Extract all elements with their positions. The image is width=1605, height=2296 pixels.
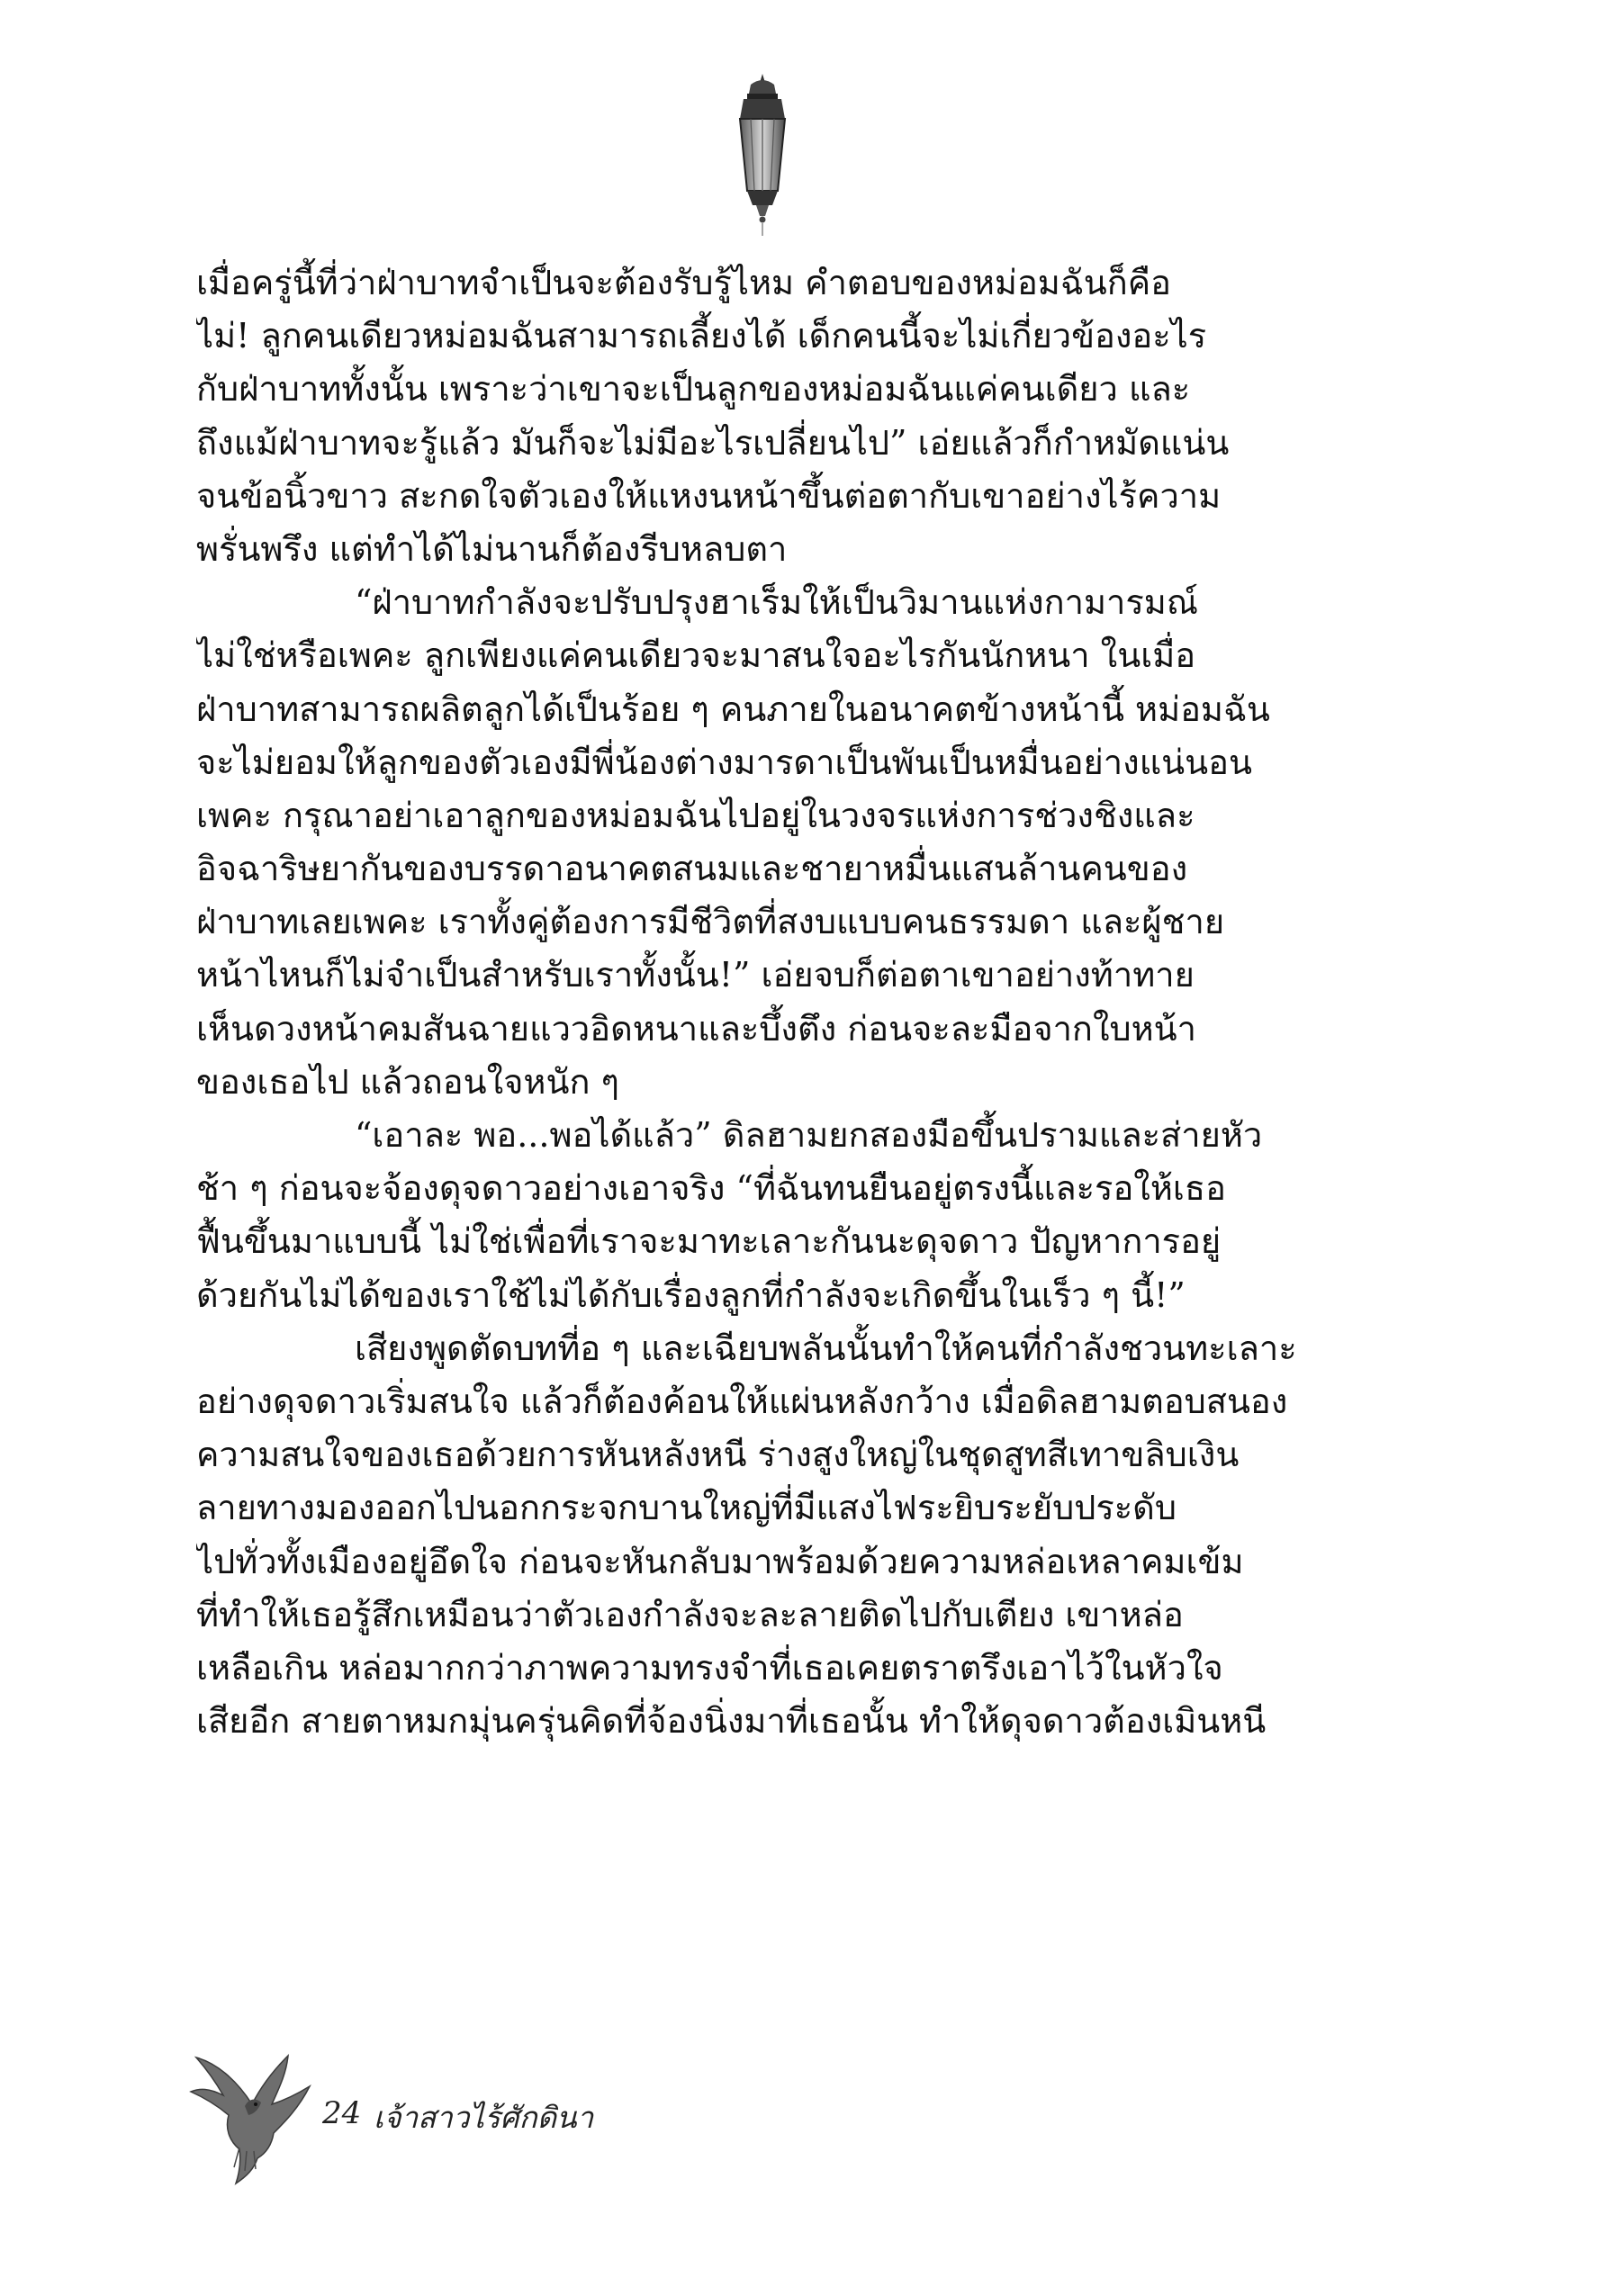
text-line: เห็นดวงหน้าคมสันฉายแววอิดหนาและบึ้งตึง ก่อนจะละมือจากใบหน้า bbox=[196, 1008, 1196, 1049]
text-line: เสียงพูดตัดบทที่อ ๆ และเฉียบพลันนั้นทำให้คนที่กำลังชวนทะเลาะ bbox=[355, 1328, 1297, 1368]
text-line: “ฝ่าบาทกำลังจะปรับปรุงฮาเร็มให้เป็นวิมานแห่งกามารมณ์ bbox=[355, 582, 1199, 623]
eagle-ornament-icon bbox=[189, 2052, 315, 2187]
book-title: เจ้าสาวไร้ศักดินา bbox=[374, 2100, 594, 2135]
text-line: ฟื้นขึ้นมาแบบนี้ ไม่ใช่เพื่อที่เราจะมาทะเลาะกันนะดุจดาว ปัญหาการอยู่ bbox=[196, 1221, 1222, 1262]
body-text bbox=[196, 257, 1332, 1748]
text-line: เมื่อครู่นี้ที่ว่าฝ่าบาทจำเป็นจะต้องรับรู้ไหม คำตอบของหม่อมฉันก็คือ bbox=[196, 263, 1171, 302]
text-line: เหลือเกิน หล่อมากกว่าภาพความทรงจำที่เธอเคยตราตรึงเอาไว้ในหัวใจ bbox=[196, 1647, 1223, 1688]
text-line: ของเธอไป แล้วถอนใจหนัก ๆ bbox=[196, 1061, 619, 1102]
text-line: ไปทั่วทั้งเมืองอยู่อึดใจ ก่อนจะหันกลับมาพร้อมด้วยความหล่อเหลาคมเข้ม bbox=[196, 1541, 1244, 1581]
text-line: “เอาละ พอ...พอได้แล้ว” ดิลฮามยกสองมือขึ้นปรามและส่ายหัว bbox=[355, 1115, 1263, 1155]
text-line: หน้าไหนก็ไม่จำเป็นสำหรับเราทั้งนั้น!” เอ่ยจบก็ต่อตาเขาอย่างท้าทาย bbox=[196, 955, 1195, 995]
text-line: ถึงแม้ฝ่าบาทจะรู้แล้ว มันก็จะไม่มีอะไรเปลี่ยนไป” เอ่ยแล้วก็กำหมัดแน่น bbox=[196, 422, 1230, 463]
text-line: อิจฉาริษยากันของบรรดาอนาคตสนมและชายาหมื่นแสนล้านคนของ bbox=[196, 849, 1188, 889]
text-line: จนข้อนิ้วขาว สะกดใจตัวเองให้แหงนหน้าขึ้นต่อตากับเขาอย่างไร้ความ bbox=[196, 475, 1222, 516]
text-line: อย่างดุจดาวเริ่มสนใจ แล้วก็ต้องค้อนให้แผ่นหลังกว้าง เมื่อดิลฮามตอบสนอง bbox=[196, 1381, 1288, 1421]
text-line: ความสนใจของเธอด้วยการหันหลังหนี ร่างสูงใหญ่ในชุดสูทสีเทาขลิบเงิน bbox=[196, 1435, 1240, 1475]
text-line: จะไม่ยอมให้ลูกของตัวเองมีพี่น้องต่างมารดาเป็นพันเป็นหมื่นอย่างแน่นอน bbox=[196, 742, 1252, 782]
lantern-ornament-icon bbox=[731, 72, 794, 243]
text-line: ไม่ใช่หรือเพคะ ลูกเพียงแค่คนเดียวจะมาสนใจอะไรกันนักหนา ในเมื่อ bbox=[196, 635, 1196, 676]
text-line: พรั่นพรึง แต่ทำได้ไม่นานก็ต้องรีบหลบตา bbox=[196, 528, 788, 569]
text-line: ฝ่าบาทสามารถผลิตลูกได้เป็นร้อย ๆ คนภายในอนาคตข้างหน้านี้ หม่อมฉัน bbox=[196, 689, 1270, 729]
text-line: ด้วยกันไม่ได้ของเราใช้ไม่ได้กับเรื่องลูกที่กำลังจะเกิดขึ้นในเร็ว ๆ นี้!” bbox=[196, 1274, 1186, 1315]
page-number: 24 bbox=[322, 2095, 362, 2131]
text-line: เพคะ กรุณาอย่าเอาลูกของหม่อมฉันไปอยู่ในวงจรแห่งการช่วงชิงและ bbox=[196, 795, 1195, 835]
text-line: ช้า ๆ ก่อนจะจ้องดุจดาวอย่างเอาจริง “ที่ฉันทนยืนอยู่ตรงนี้และรอให้เธอ bbox=[196, 1168, 1226, 1209]
text-line: ไม่! ลูกคนเดียวหม่อมฉันสามารถเลี้ยงได้ เด็กคนนี้จะไม่เกี่ยวข้องอะไร bbox=[196, 316, 1207, 356]
text-line: กับฝ่าบาททั้งนั้น เพราะว่าเขาจะเป็นลูกของหม่อมฉันแค่คนเดียว และ bbox=[196, 369, 1191, 410]
page-footer bbox=[189, 2052, 729, 2187]
text-line: ลายทางมองออกไปนอกกระจกบานใหญ่ที่มีแสงไฟระยิบระยับประดับ bbox=[196, 1488, 1177, 1528]
text-line: ฝ่าบาทเลยเพคะ เราทั้งคู่ต้องการมีชีวิตที่สงบแบบคนธรรมดา และผู้ชาย bbox=[196, 902, 1225, 942]
text-line: เสียอีก สายตาหมกมุ่นครุ่นคิดที่จ้องนิ่งมาที่เธอนั้น ทำให้ดุจดาวต้องเมินหนี bbox=[196, 1701, 1267, 1742]
text-line: ที่ทำให้เธอรู้สึกเหมือนว่าตัวเองกำลังจะละลายติดไปกับเตียง เขาหล่อ bbox=[196, 1594, 1184, 1634]
